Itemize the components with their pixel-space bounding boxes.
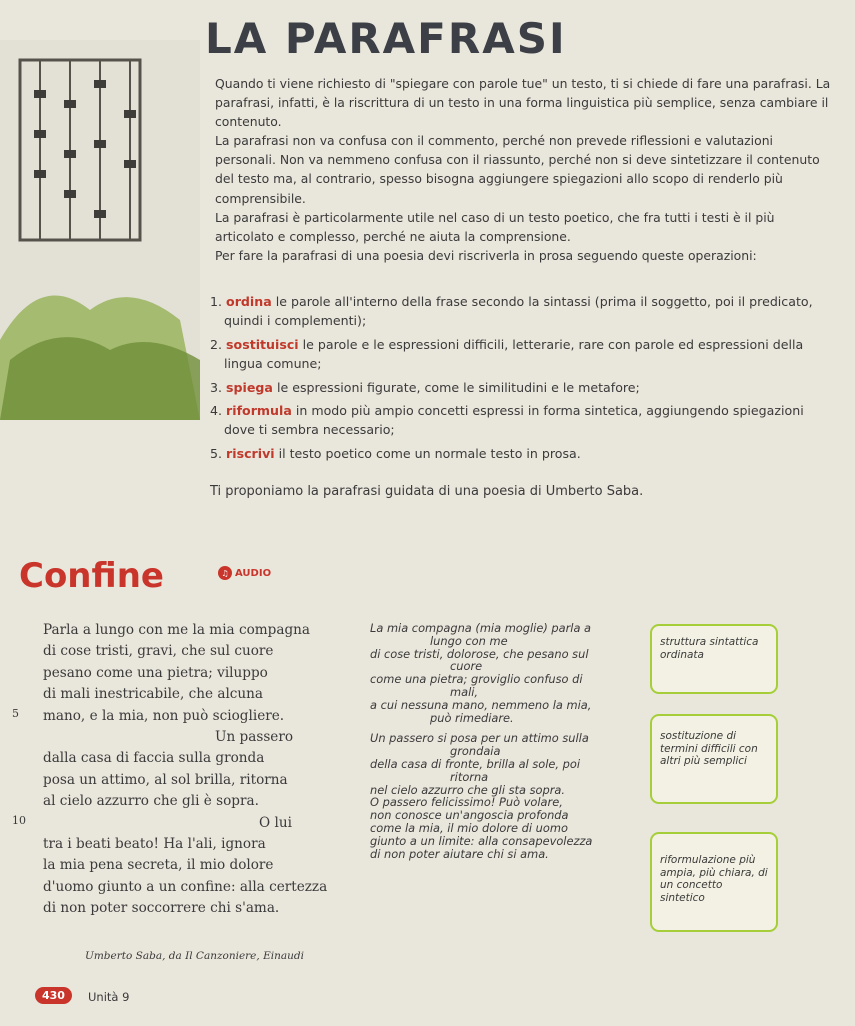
paraphrase-line: nel cielo azzurro che gli sta sopra.	[370, 782, 566, 797]
note-structure: struttura sintattica ordinata	[650, 624, 778, 694]
decorative-illustration	[0, 40, 200, 420]
page-title: LA PARAFRASI	[205, 14, 567, 63]
note-substitution: sostituzione di termini difficili con altri più semplici	[650, 714, 778, 804]
step-verb: ordina	[226, 294, 272, 309]
paraphrase-text	[370, 622, 660, 860]
poem-author: Umberto Saba, da Il Canzoniere, Einaudi	[85, 950, 304, 962]
poem-line: di cose tristi, gravi, che sul cuore	[43, 643, 274, 660]
step-item	[210, 292, 835, 331]
step-verb: riformula	[226, 403, 292, 419]
step-number: 1.	[210, 294, 223, 309]
headphones-icon: ♫	[218, 566, 232, 580]
paraphrase-line: mali,	[450, 684, 479, 699]
paraphrase-line: Un passero si posa per un attimo sulla	[370, 731, 589, 746]
paraphrase-line: O passero felicissimo! Può volare,	[370, 795, 563, 810]
line-number: 5	[12, 707, 19, 720]
paraphrase-line: La mia compagna (mia moglie) parla a	[370, 621, 592, 635]
poem-line: di non poter soccorrere chi s'ama.	[43, 900, 280, 917]
step-number: 4.	[210, 403, 223, 419]
poem-line: dalla casa di faccia sulla gronda	[43, 750, 265, 767]
paraphrase-line: cuore	[450, 659, 483, 674]
poem-line: pesano come una pietra; viluppo	[43, 664, 268, 681]
intro-paragraph-2: La parafrasi non va confusa con il commento, perché non prevede riflessioni e valutazioni personali. Non va nemmeno confusa con il riassunto, perché non si deve sintetizzare il contenuto del testo ma, al contrario, spesso bisogna aggiungere spiegazioni allo scopo di renderlo più comprensibile.	[215, 133, 820, 206]
poem-line: Un passero	[215, 728, 294, 745]
step-number: 2.	[210, 336, 223, 352]
intro-paragraph-1: Quando ti viene richiesto di "spiegare con parole tue" un testo, ti si chiede di fare una parafrasi. La parafrasi, infatti, è la riscrittura di un testo in una forma linguistica più semplice, senza cambiare il contenuto.	[215, 76, 831, 130]
paraphrase-line: può rimediare.	[430, 710, 514, 725]
intro-text	[215, 74, 835, 265]
poem-line: tra i beati beato! Ha l'ali, ignora	[43, 835, 266, 852]
step-item	[210, 335, 835, 374]
intro-paragraph-3: La parafrasi è particolarmente utile nel caso di un testo poetico, che fra tutti i testi è il più articolato e complesso, perché ne aiuta la comprensione.	[215, 209, 775, 244]
step-item	[210, 444, 835, 463]
paraphrase-line: della casa di fronte, brilla al sole, poi	[370, 756, 581, 771]
step-text: le espressioni figurate, come le similitudini e le metafore;	[276, 379, 640, 395]
unit-label: Unità 9	[88, 990, 130, 1004]
poem-line: O lui	[259, 814, 292, 831]
poem-line: posa un attimo, al sol brilla, ritorna	[43, 771, 288, 788]
step-text: in modo più ampio concetti espressi in forma sintetica, aggiungendo spiegazioni dove ti sembra necessario;	[224, 403, 804, 438]
poem-line: Parla a lungo con me la mia compagna	[43, 622, 311, 638]
intro-paragraph-4: Per fare la parafrasi di una poesia devi riscriverla in prosa seguendo queste operazioni:	[215, 247, 757, 263]
paraphrase-line: come una pietra; groviglio confuso di	[370, 672, 583, 687]
audio-label: AUDIO	[235, 567, 272, 579]
step-item	[210, 378, 835, 397]
paraphrase-line: non conosce un'angoscia profonda	[370, 808, 569, 823]
paraphrase-line: grondaia	[450, 744, 501, 759]
paraphrase-line: come la mia, il mio dolore di uomo	[370, 820, 568, 835]
paraphrase-line: a cui nessuna mano, nemmeno la mia,	[370, 697, 592, 712]
step-text: le parole all'interno della frase secondo la sintassi (prima il soggetto, poi il predicato, quindi i complementi);	[224, 294, 813, 329]
step-number: 3.	[210, 379, 223, 395]
paraphrase-line: ritorna	[450, 769, 489, 784]
steps-list	[210, 292, 835, 467]
audio-button[interactable]	[218, 566, 271, 580]
poem-line: d'uomo giunto a un confine: alla certezza	[43, 878, 328, 895]
line-number: 10	[12, 814, 26, 827]
page-number-badge: 430	[35, 987, 72, 1004]
step-verb: sostituisci	[226, 336, 299, 352]
step-verb: spiega	[226, 379, 273, 395]
step-text: le parole e le espressioni difficili, letterarie, rare con parole ed espressioni della lingua comune;	[224, 336, 804, 372]
paraphrase-line: di cose tristi, dolorose, che pesano sul	[370, 646, 589, 661]
paraphrase-line: lungo con me	[430, 633, 508, 648]
step-text: il testo poetico come un normale testo in prosa.	[278, 445, 581, 461]
poem-text	[43, 620, 363, 919]
step-item	[210, 401, 835, 440]
step-verb: riscrivi	[226, 445, 275, 461]
poem-title: Confine	[19, 556, 164, 596]
paraphrase-line: giunto a un limite: alla consapevolezza	[370, 833, 593, 848]
poem-line: la mia pena secreta, il mio dolore	[43, 857, 274, 874]
poem-line: al cielo azzurro che gli è sopra.	[43, 793, 259, 810]
note-reformulation: riformulazione più ampia, più chiara, di un concetto sintetico	[650, 832, 778, 932]
poem-line: mano, e la mia, non può sciogliere.	[43, 707, 285, 724]
step-number: 5.	[210, 445, 223, 461]
poem-line: di mali inestricabile, che alcuna	[43, 686, 264, 703]
proposal-text: Ti proponiamo la parafrasi guidata di una poesia di Umberto Saba.	[210, 484, 644, 499]
paraphrase-line: di non poter aiutare chi si ama.	[370, 846, 549, 861]
